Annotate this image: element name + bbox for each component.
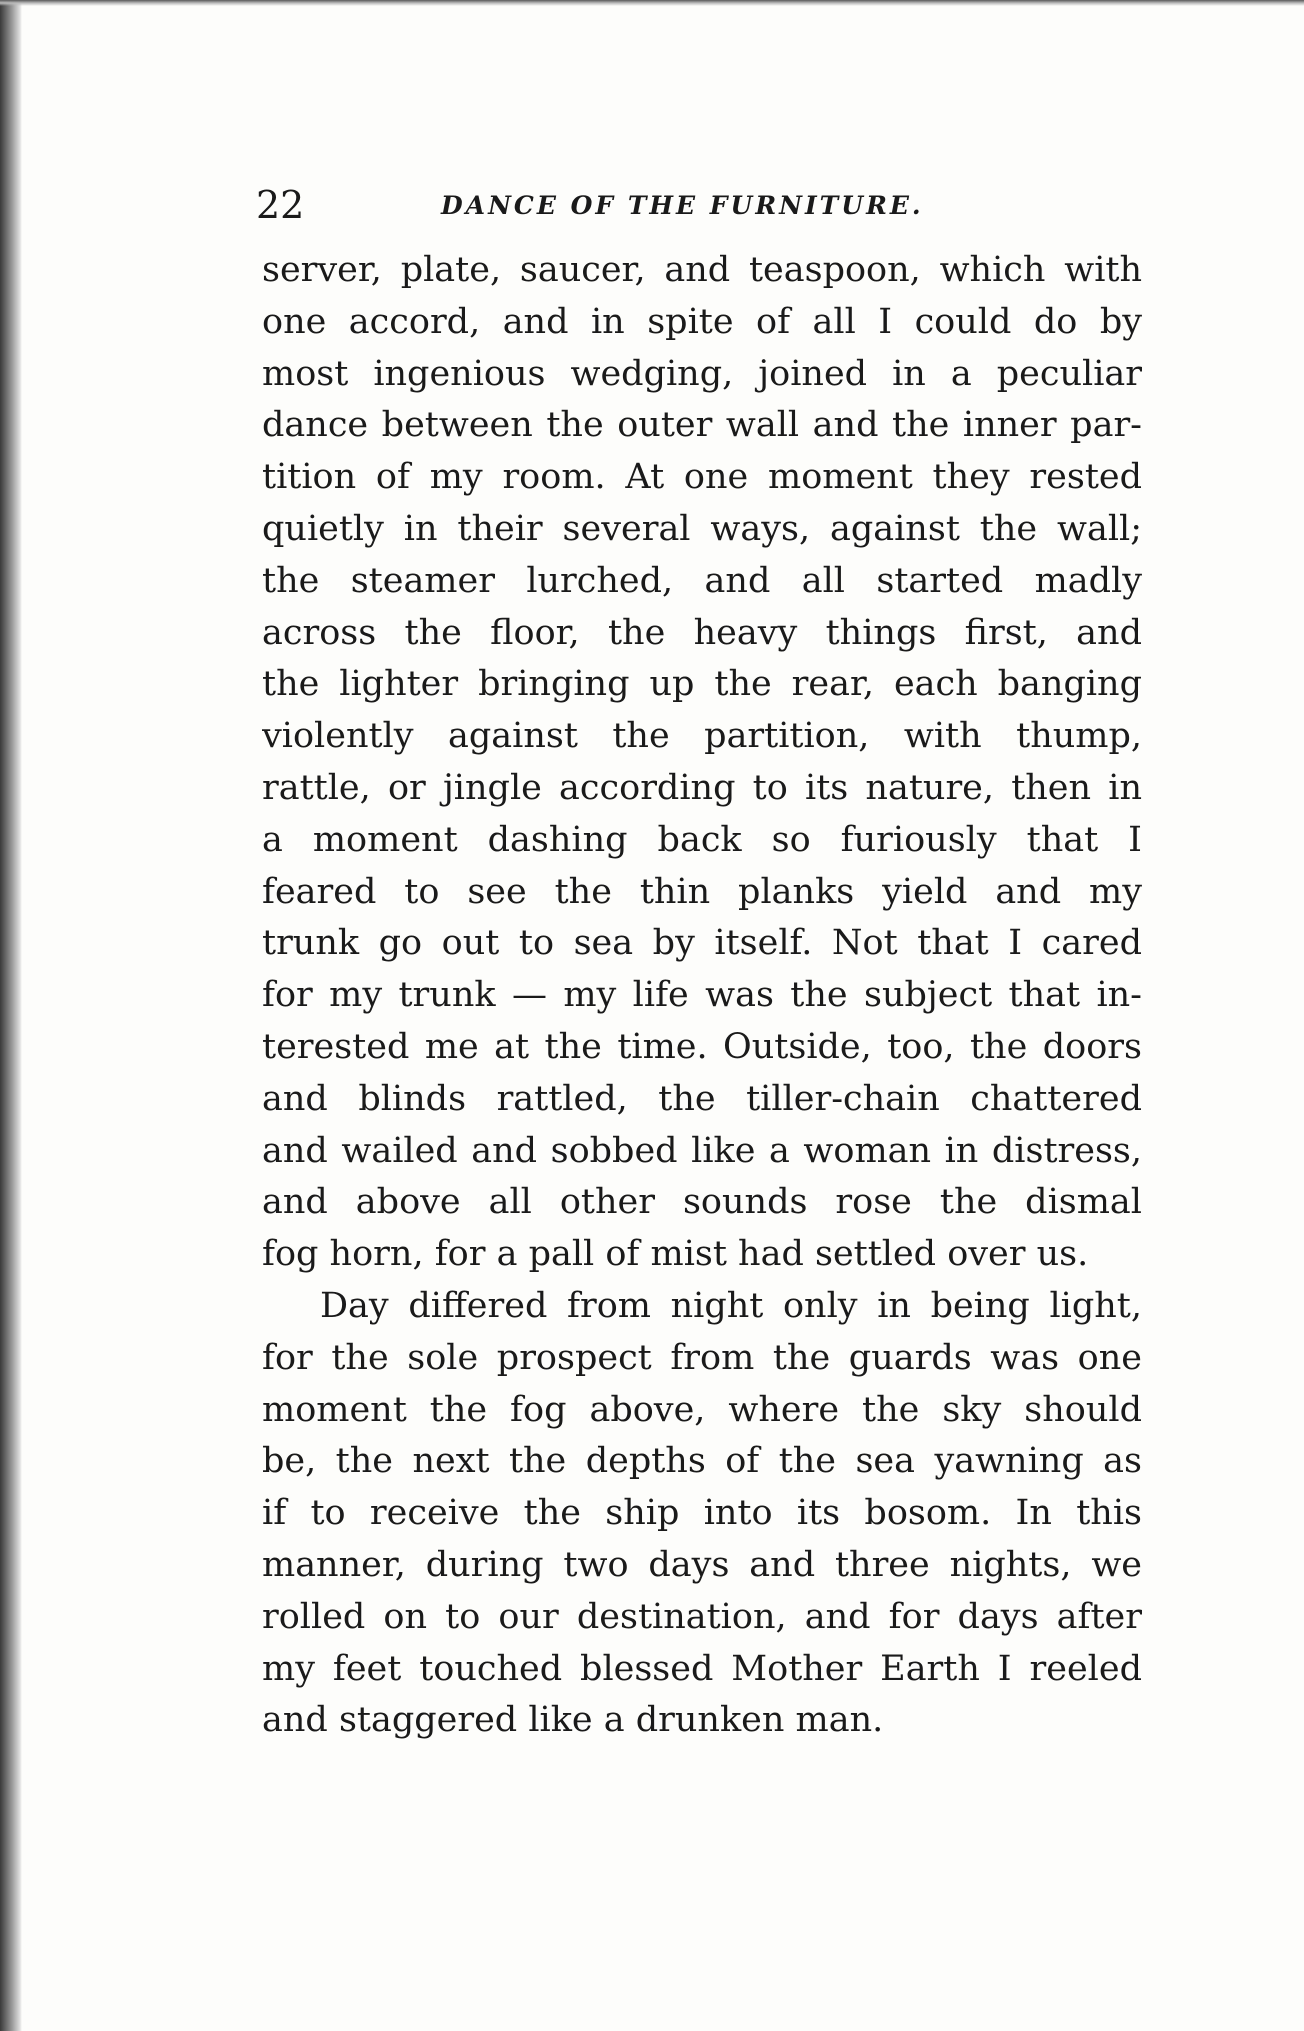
body-text — [262, 245, 1162, 1747]
text-line: server, plate, saucer, and teaspoon, which with — [262, 250, 1142, 290]
text-line: the steamer lurched, and all started madly — [262, 560, 1142, 601]
text-line: and above all other sounds rose the dismal — [262, 1182, 1142, 1223]
text-line: manner, during two days and three nights, we — [262, 1544, 1142, 1585]
text-line: fog horn, for a pall of mist had settled over us. — [262, 1234, 1089, 1275]
text-line: tition of my room. At one moment they rested — [262, 457, 1142, 498]
text-line: feared to see the thin planks yield and my — [262, 871, 1142, 912]
text-line: quietly in their several ways, against the wall; — [262, 508, 1142, 549]
text-line: the lighter bringing up the rear, each banging — [262, 664, 1142, 705]
page-top-edge — [0, 0, 1304, 6]
text-line: and staggered like a drunken man. — [262, 1700, 884, 1741]
text-line: for the sole prospect from the guards was one — [262, 1337, 1142, 1378]
text-line: most ingenious wedging, joined in a peculiar — [262, 353, 1142, 394]
text-line: a moment dashing back so furiously that I — [262, 819, 1142, 860]
text-line: for my trunk — my life was the subject that in- — [262, 975, 1142, 1016]
text-line: rolled on to our destination, and for days after — [262, 1596, 1142, 1637]
text-line: across the floor, the heavy things first, and — [262, 612, 1142, 653]
text-line: one accord, and in spite of all I could do by — [262, 301, 1142, 342]
running-title: DANCE OF THE FURNITURE. — [441, 191, 924, 220]
text-line: terested me at the time. Outside, too, the doors — [262, 1026, 1142, 1067]
text-line: rattle, or jingle according to its nature, then in — [262, 767, 1142, 808]
text-line: violently against the partition, with thump, — [262, 716, 1142, 757]
paragraph-2 — [262, 1281, 1162, 1747]
text-line: trunk go out to sea by itself. Not that I cared — [262, 923, 1142, 964]
text-line: dance between the outer wall and the inner par- — [262, 405, 1142, 446]
text-line: Day differed from night only in being light, — [320, 1285, 1142, 1326]
text-line: moment the fog above, where the sky should — [262, 1389, 1142, 1430]
text-line: if to receive the ship into its bosom. In this — [262, 1493, 1142, 1534]
text-line: and blinds rattled, the tiller-chain chattered — [262, 1078, 1142, 1119]
page-header — [256, 180, 976, 230]
text-line: and wailed and sobbed like a woman in distress, — [262, 1130, 1142, 1171]
page-number: 22 — [256, 183, 305, 227]
book-spine-shadow — [0, 0, 22, 2031]
paragraph-1 — [262, 245, 1162, 1281]
text-line: my feet touched blessed Mother Earth I reeled — [262, 1648, 1142, 1689]
text-line: be, the next the depths of the sea yawning as — [262, 1441, 1142, 1482]
